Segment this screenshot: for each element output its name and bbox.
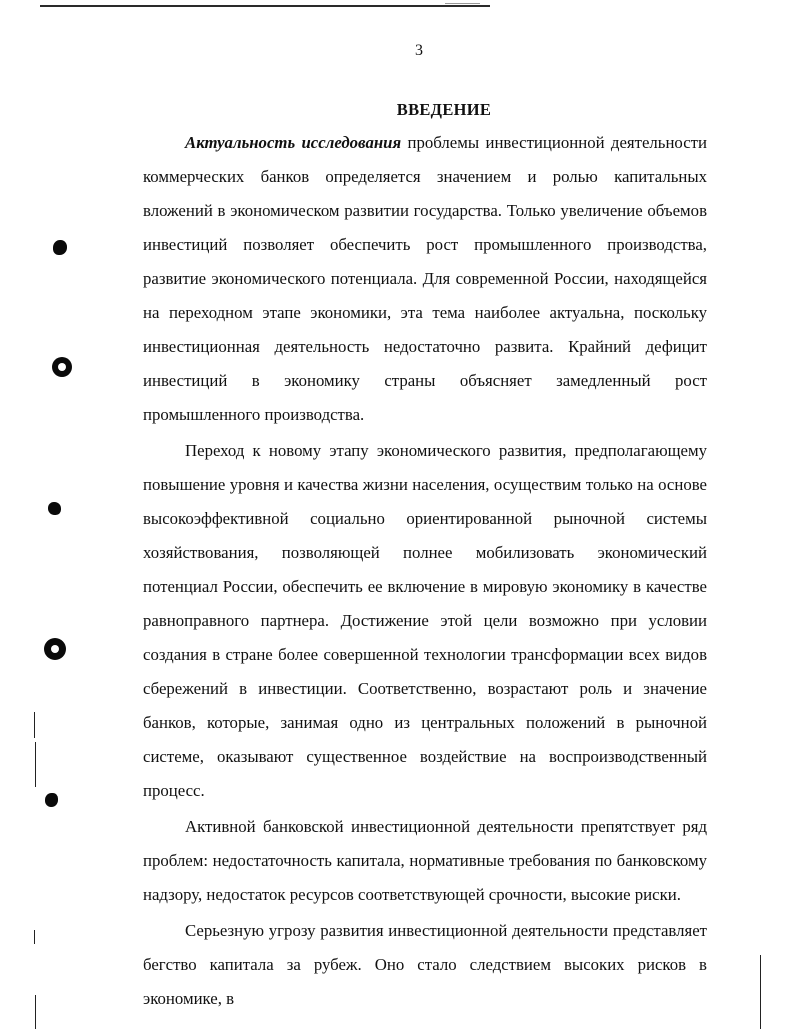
paragraph-text: проблемы инвестиционной деятельности коммерческих банков определяется значением и ролью капитальных вложений в экономическом развитии государства. Только увеличение объемов инвестиций позволяет обеспечить рост промышленного производства, развитие экономического потенциала. Для современной России, находящейся на переходном этапе экономики, эта тема наиболее актуальна, поскольку инвестиционная деятельность недостаточно развита. Крайний дефицит инвестиций в экономику страны объясняет замедленный рост промышленного производства.: [143, 133, 707, 424]
paragraph: Переход к новому этапу экономического развития, предполагающему повышение уровня и качества жизни населения, осуществим только на основе высокоэффективной социально ориентированной рыночной системы хозяйствования, позволяющей полнее мобилизовать экономический потенциал России, обеспечить ее включение в мировую экономику в качестве равноправного партнера. Достижение этой цели возможно при условии создания в стране более совершенной технологии трансформации всех видов сбережений в инвестиции. Соответственно, возрастают роль и значение банков, которые, занимая одно из центральных положений в рыночной системе, оказывают существенное воздействие на воспроизводственный процесс.: [143, 441, 707, 800]
left-margin-line: [34, 930, 35, 944]
left-margin-line: [35, 742, 36, 787]
punch-hole-mark: [53, 240, 67, 255]
paragraph-lead: Актуальность исследования: [185, 133, 402, 152]
top-scan-rule-tail: [445, 3, 480, 4]
punch-hole-ring: [52, 357, 72, 377]
body-text: [143, 126, 707, 1016]
punch-hole-mark: [48, 502, 61, 515]
top-scan-rule: [40, 5, 490, 7]
punch-hole-ring: [44, 638, 66, 660]
page-title: ВВЕДЕНИЕ: [396, 100, 492, 119]
paragraph: [143, 126, 707, 432]
page-number: 3: [415, 42, 423, 59]
paragraph: Серьезную угрозу развития инвестиционной деятельности представляет бегство капитала за рубеж. Оно стало следствием высоких рисков в экономике, в: [143, 921, 707, 1008]
paragraph: Активной банковской инвестиционной деятельности препятствует ряд проблем: недостаточность капитала, нормативные требования по банковскому надзору, недостаток ресурсов соответствующей срочности, высокие риски.: [143, 817, 707, 904]
right-margin-line: [760, 955, 761, 1029]
left-margin-line: [34, 712, 35, 738]
left-margin-line: [35, 995, 36, 1029]
punch-hole-mark: [45, 793, 58, 807]
